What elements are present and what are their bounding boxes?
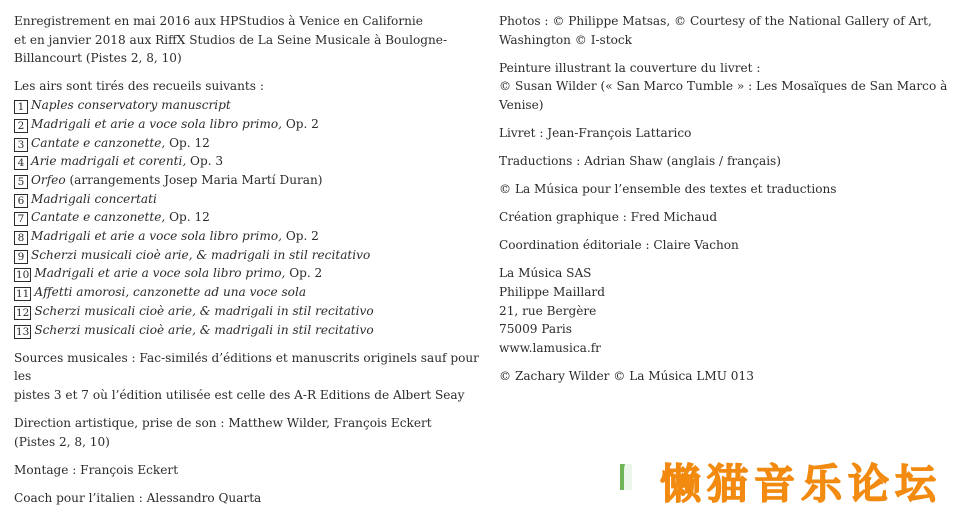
track-number: 6 (14, 194, 28, 208)
track-item (14, 227, 484, 246)
track-title: Scherzi musicali cioè arie, & madrigali in stil recitativo (31, 247, 371, 262)
montage-credit: Montage : François Eckert (14, 462, 179, 477)
track-item (14, 208, 484, 227)
track-title: Cantate e canzonette, (31, 210, 166, 225)
track-title: Madrigali et arie a voce sola libro primo, (31, 116, 282, 131)
address-line: 75009 Paris (499, 322, 572, 337)
track-item (14, 283, 484, 302)
track-number: 1 (14, 100, 28, 114)
track-item (14, 115, 484, 134)
coach-credit: Coach pour l’italien : Alessandro Quarta (14, 490, 262, 505)
musical-sources-line: pistes 3 et 7 où l’édition utilisée est celle des A-R Editions de Albert Seay (14, 387, 465, 402)
track-item (14, 190, 484, 209)
track-title: Arie madrigali et corenti, (31, 154, 187, 169)
track-suffix: Op. 2 (281, 116, 319, 131)
cover-painting-credit (499, 59, 964, 115)
track-title: Madrigali et arie a voce sola libro primo, (31, 229, 282, 244)
track-number: 13 (16, 325, 30, 338)
track-item (14, 264, 484, 283)
track-suffix: Op. 12 (165, 135, 210, 150)
track-number: 5 (14, 175, 28, 189)
track-number: 10 (16, 269, 30, 282)
final-copyright: © Zachary Wilder © La Música LMU 013 (499, 368, 754, 383)
track-suffix: Op. 12 (165, 210, 210, 225)
painting-line: Peinture illustrant la couverture du livret : (499, 60, 761, 75)
photo-credits-line: Photos : © Philippe Matsas, © Courtesy of the National Gallery of Art, (499, 14, 932, 28)
track-title: Madrigali concertati (31, 191, 157, 206)
track-item (14, 152, 484, 171)
track-number: 7 (14, 212, 28, 226)
musical-sources (14, 349, 484, 405)
sources-intro: Les airs sont tirés des recueils suivants : (14, 79, 264, 94)
track-number: 12 (16, 306, 30, 319)
track-list (14, 96, 484, 339)
musical-sources-line: Sources musicales : Fac-similés d’éditions et manuscrits originels sauf pour les (14, 350, 479, 384)
painting-line: © Susan Wilder (« San Marco Tumble » : Les Mosaïques de San Marco à Venise) (499, 79, 948, 113)
recording-line: Enregistrement en mai 2016 aux HPStudios à Venice en Californie (14, 14, 423, 28)
track-number: 9 (14, 250, 28, 264)
track-number: 11 (16, 288, 30, 301)
artistic-direction (14, 414, 484, 451)
photo-credits-line: Washington © I-stock (499, 32, 633, 47)
track-title: Madrigali et arie a voce sola libro primo, (34, 266, 286, 281)
track-suffix: Op. 3 (186, 154, 224, 169)
publisher-address (499, 264, 964, 358)
right-column (499, 12, 964, 395)
website-link: www.lamusica.fr (499, 340, 601, 355)
recording-info (14, 12, 484, 68)
address-line: Philippe Maillard (499, 284, 605, 299)
track-suffix: Op. 2 (281, 229, 319, 244)
address-line: La Música SAS (499, 266, 592, 281)
watermark-text: 懒猫音乐论坛 (660, 460, 942, 508)
track-item (14, 96, 484, 115)
left-column (14, 12, 484, 517)
track-item (14, 302, 484, 321)
track-item (14, 246, 484, 265)
track-number: 8 (14, 231, 28, 245)
track-number: 4 (14, 156, 28, 170)
track-title: Scherzi musicali cioè arie, & madrigali in stil recitativo (34, 322, 374, 337)
track-title: Naples conservatory manuscript (31, 98, 231, 113)
track-item (14, 171, 484, 190)
coordination-credit: Coordination éditoriale : Claire Vachon (499, 238, 739, 253)
track-number: 2 (14, 119, 28, 133)
track-item (14, 134, 484, 153)
direction-line: Direction artistique, prise de son : Matthew Wilder, François Eckert (14, 415, 432, 430)
track-title: Cantate e canzonette, (31, 135, 166, 150)
address-line: 21, rue Bergère (499, 303, 597, 318)
design-credit: Création graphique : Fred Michaud (499, 210, 718, 225)
track-suffix: Op. 2 (285, 266, 323, 281)
livret-credit: Livret : Jean-François Lattarico (499, 126, 692, 141)
photo-credits (499, 12, 964, 49)
track-title: Orfeo (31, 172, 66, 187)
recording-line: et en janvier 2018 aux RiffX Studios de La Seine Musicale à Boulogne- (14, 32, 448, 47)
track-item (14, 321, 484, 340)
translations-credit: Traductions : Adrian Shaw (anglais / français) (499, 154, 781, 169)
track-suffix: (arrangements Josep Maria Martí Duran) (65, 172, 323, 187)
direction-line: (Pistes 2, 8, 10) (14, 434, 110, 449)
recording-line: Billancourt (Pistes 2, 8, 10) (14, 51, 182, 66)
track-title: Scherzi musicali cioè arie, & madrigali in stil recitativo (34, 303, 374, 318)
track-title: Affetti amorosi, canzonette ad una voce sola (34, 285, 307, 300)
track-number: 3 (14, 138, 28, 152)
texts-copyright: © La Música pour l’ensemble des textes et traductions (499, 182, 837, 197)
